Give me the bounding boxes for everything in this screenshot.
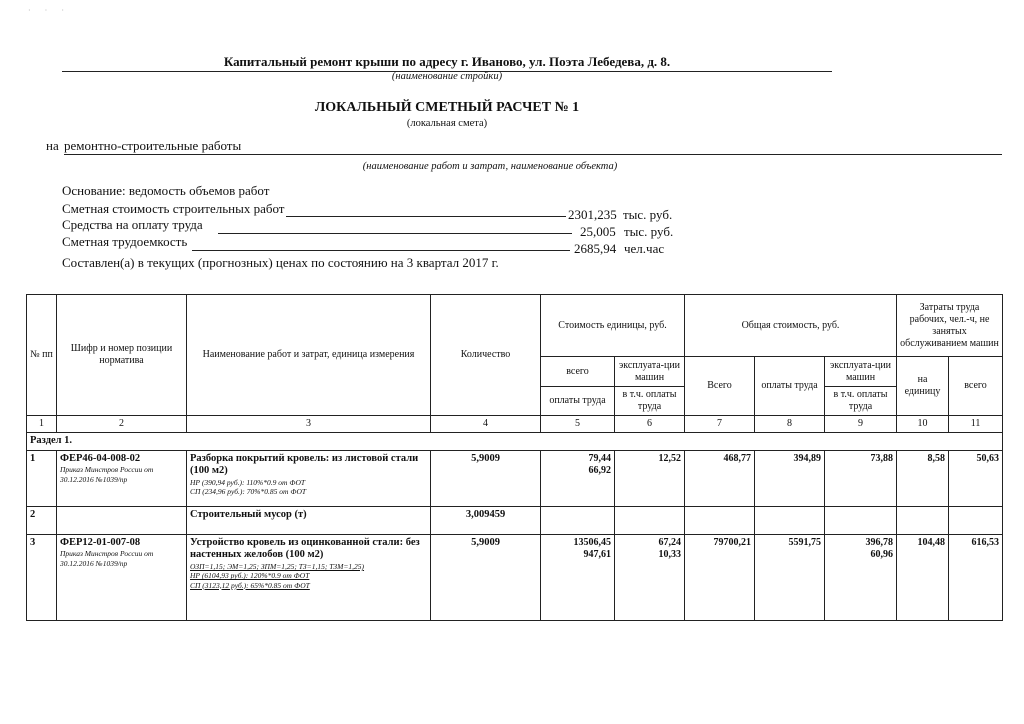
row-name: Строительный мусор (т)	[187, 506, 431, 534]
row-labor-unit: 8,58	[897, 450, 949, 506]
labor-label: Сметная трудоемкость	[62, 234, 188, 249]
row-name-cell	[187, 534, 431, 620]
works-value: ремонтно-строительные работы	[64, 138, 1002, 155]
col-num: 11	[949, 416, 1003, 433]
cost-underline	[286, 216, 566, 217]
col-num: 9	[825, 416, 897, 433]
row-code-cell	[57, 534, 187, 620]
section-title: Раздел 1.	[27, 433, 1003, 451]
row-total-wage: 5591,75	[755, 534, 825, 620]
labor-unit: чел.час	[624, 241, 665, 256]
works-prefix: на	[46, 138, 59, 153]
labor-value: 2685,94	[574, 241, 617, 256]
col-num: 1	[27, 416, 57, 433]
row-name: Разборка покрытий кровель: из листовой стали (100 м2)	[190, 452, 419, 477]
prices-line: Составлен(а) в текущих (прогнозных) ценах по состоянию на 3 квартал 2017 г.	[62, 255, 499, 270]
wage-underline	[218, 233, 572, 234]
basis-line: Основание: ведомость объемов работ	[62, 183, 270, 198]
col-num: 2	[57, 416, 187, 433]
hdr-total-machines: эксплуата-ции машин	[825, 357, 897, 387]
hdr-unit-wages: оплаты труда	[541, 387, 615, 416]
row-empty-cell	[949, 506, 1003, 534]
row-code: ФЕР12-01-007-08	[60, 536, 141, 548]
row-total-mach-wage: 60,96	[870, 548, 894, 560]
hdr-total-wages: оплаты труда	[755, 357, 825, 416]
works-note: (наименование работ и затрат, наименование объекта)	[362, 161, 618, 172]
wage-label: Средства на оплату труда	[62, 217, 203, 232]
row-note: НР (390,94 руб.): 110%*0.9 от ФОТ	[190, 477, 306, 487]
hdr-labor-per-unit: на единицу	[897, 357, 949, 416]
hdr-unit-cost: Стоимость единицы, руб.	[541, 295, 685, 357]
row-total-mach: 396,78	[865, 536, 894, 548]
hdr-num: № пп	[27, 295, 57, 416]
cost-label: Сметная стоимость строительных работ	[62, 201, 285, 216]
scan-specks: · · ·	[28, 6, 70, 15]
row-unit-mach-cell	[615, 450, 685, 506]
row-unit-mach: 67,24	[658, 536, 682, 548]
table-row	[27, 534, 1003, 620]
section-row	[27, 433, 1003, 451]
labor-underline	[192, 250, 570, 251]
row-code-note: Приказ Минстроя России от 30.12.2016 №1039/пр	[60, 465, 154, 484]
wage-value: 25,005	[580, 224, 616, 239]
hdr-qty: Количество	[431, 295, 541, 416]
wage-unit: тыс. руб.	[624, 224, 674, 239]
row-unit-all-cell	[541, 534, 615, 620]
col-num: 10	[897, 416, 949, 433]
row-labor-total: 50,63	[949, 450, 1003, 506]
row-unit-mach-cell	[615, 534, 685, 620]
cost-value: 2301,235	[568, 207, 617, 222]
header-row-1	[27, 295, 1003, 357]
row-total-wage: 394,89	[755, 450, 825, 506]
hdr-total-all: Всего	[685, 357, 755, 416]
row-note: СП (3123,12 руб.): 65%*0.85 от ФОТ	[190, 580, 310, 590]
row-empty-cell	[541, 506, 615, 534]
hdr-unit-incl-wages: в т.ч. оплаты труда	[615, 387, 685, 416]
hdr-unit-all: всего	[541, 357, 615, 387]
row-unit-all-cell	[541, 450, 615, 506]
estimate-title: ЛОКАЛЬНЫЙ СМЕТНЫЙ РАСЧЕТ № 1	[314, 100, 580, 115]
row-code: ФЕР46-04-008-02	[60, 452, 141, 464]
row-unit-mach: 12,52	[658, 452, 682, 464]
hdr-name: Наименование работ и затрат, единица измерения	[187, 295, 431, 416]
row-total-all: 79700,21	[685, 534, 755, 620]
hdr-labor: Затраты труда рабочих, чел.-ч, не занятых обслуживанием машин	[897, 295, 1003, 357]
object-note: (наименование стройки)	[391, 71, 503, 82]
object-title: Капитальный ремонт крыши по адресу г. Иваново, ул. Поэта Лебедева, д. 8.	[62, 54, 832, 72]
row-total-all: 468,77	[685, 450, 755, 506]
hdr-code: Шифр и номер позиции норматива	[57, 295, 187, 416]
row-code	[57, 506, 187, 534]
row-unit-mach-wage: 10,33	[658, 548, 682, 560]
row-num: 3	[27, 534, 57, 620]
row-note: НР (6104,93 руб.): 120%*0.9 от ФОТ	[190, 571, 310, 581]
row-qty: 5,9009	[431, 450, 541, 506]
row-code-cell	[57, 450, 187, 506]
row-name: Устройство кровель из оцинкованной стали: без настенных желобов (100 м2)	[190, 536, 420, 561]
row-num: 1	[27, 450, 57, 506]
hdr-total-incl-wages: в т.ч. оплаты труда	[825, 387, 897, 416]
row-empty-cell	[685, 506, 755, 534]
hdr-labor-total: всего	[949, 357, 1003, 416]
row-code-note: Приказ Минстроя России от 30.12.2016 №1039/пр	[60, 549, 154, 568]
hdr-total-cost: Общая стоимость, руб.	[685, 295, 897, 357]
table-row	[27, 506, 1003, 534]
cost-unit: тыс. руб.	[623, 207, 673, 222]
row-empty-cell	[825, 506, 897, 534]
row-labor-unit: 104,48	[897, 534, 949, 620]
row-total-mach: 73,88	[870, 452, 894, 464]
hdr-unit-machines: эксплуата-ции машин	[615, 357, 685, 387]
row-empty-cell	[615, 506, 685, 534]
row-note: ОЗП=1,15; ЭМ=1,25; ЗПМ=1,25; ТЗ=1,15; ТЗМ=1,25)	[190, 561, 365, 571]
row-qty: 5,9009	[431, 534, 541, 620]
estimate-subtitle: (локальная смета)	[406, 118, 488, 129]
col-num: 7	[685, 416, 755, 433]
row-empty-cell	[755, 506, 825, 534]
row-unit-all: 13506,45	[573, 536, 611, 548]
row-note: СП (234,96 руб.): 70%*0.85 от ФОТ	[190, 487, 307, 497]
row-name-cell	[187, 450, 431, 506]
row-unit-wage: 947,61	[583, 548, 611, 560]
row-qty: 3,009459	[431, 506, 541, 534]
row-total-mach-cell	[825, 534, 897, 620]
col-num: 8	[755, 416, 825, 433]
estimate-table	[26, 294, 1003, 621]
column-numbers-row	[27, 416, 1003, 433]
row-labor-total: 616,53	[949, 534, 1003, 620]
row-unit-wage: 66,92	[588, 464, 611, 476]
col-num: 6	[615, 416, 685, 433]
col-num: 5	[541, 416, 615, 433]
row-num: 2	[27, 506, 57, 534]
row-empty-cell	[897, 506, 949, 534]
row-unit-all: 79,44	[588, 452, 611, 464]
col-num: 4	[431, 416, 541, 433]
row-total-mach-cell	[825, 450, 897, 506]
table-row	[27, 450, 1003, 506]
col-num: 3	[187, 416, 431, 433]
